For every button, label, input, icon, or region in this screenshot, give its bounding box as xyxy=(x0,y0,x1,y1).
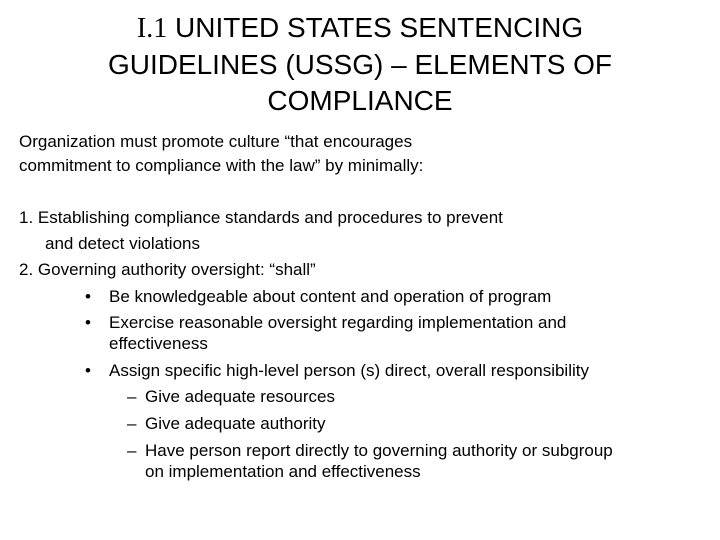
bullet-marker: • xyxy=(85,361,91,380)
title-line-1-text: UNITED STATES SENTENCING xyxy=(175,12,584,43)
item-1-number: 1. xyxy=(19,208,34,227)
bullet-item-1: Be knowledgeable about content and operation of program xyxy=(109,287,552,306)
title-line-1 xyxy=(40,10,680,47)
dash-marker: – xyxy=(127,414,137,433)
sub-item-3-continuation: on implementation and effectiveness xyxy=(145,462,421,481)
slide-title xyxy=(40,10,680,119)
title-line-3: COMPLIANCE xyxy=(267,85,453,116)
intro-line-2: commitment to compliance with the law” by minimally: xyxy=(19,156,424,175)
dash-marker: – xyxy=(127,441,137,460)
bullet-marker: • xyxy=(85,313,91,332)
sub-item-3: Have person report directly to governing authority or subgroup xyxy=(145,441,613,460)
bullet-item-3: Assign specific high-level person (s) direct, overall responsibility xyxy=(109,361,589,380)
intro-paragraph xyxy=(19,130,699,178)
item-2-number: 2. xyxy=(19,260,34,279)
bullet-item-2-continuation: effectiveness xyxy=(109,334,208,353)
bullet-marker: • xyxy=(85,287,91,306)
dash-marker: – xyxy=(127,387,137,406)
bullet-item-2: Exercise reasonable oversight regarding implementation and xyxy=(109,313,567,332)
item-2 xyxy=(19,259,316,281)
sub-item-1: Give adequate resources xyxy=(145,387,335,406)
item-1-continuation: and detect violations xyxy=(45,234,200,253)
title-line-2: GUIDELINES (USSG) – ELEMENTS OF xyxy=(107,49,613,80)
item-1 xyxy=(19,207,503,229)
item-1-text: Establishing compliance standards and procedures to prevent xyxy=(37,208,503,227)
item-2-text: Governing authority oversight: “shall” xyxy=(37,260,316,279)
title-number: I.1 xyxy=(136,13,168,44)
sub-item-2: Give adequate authority xyxy=(145,414,326,433)
intro-line-1: Organization must promote culture “that encourages xyxy=(19,132,413,151)
